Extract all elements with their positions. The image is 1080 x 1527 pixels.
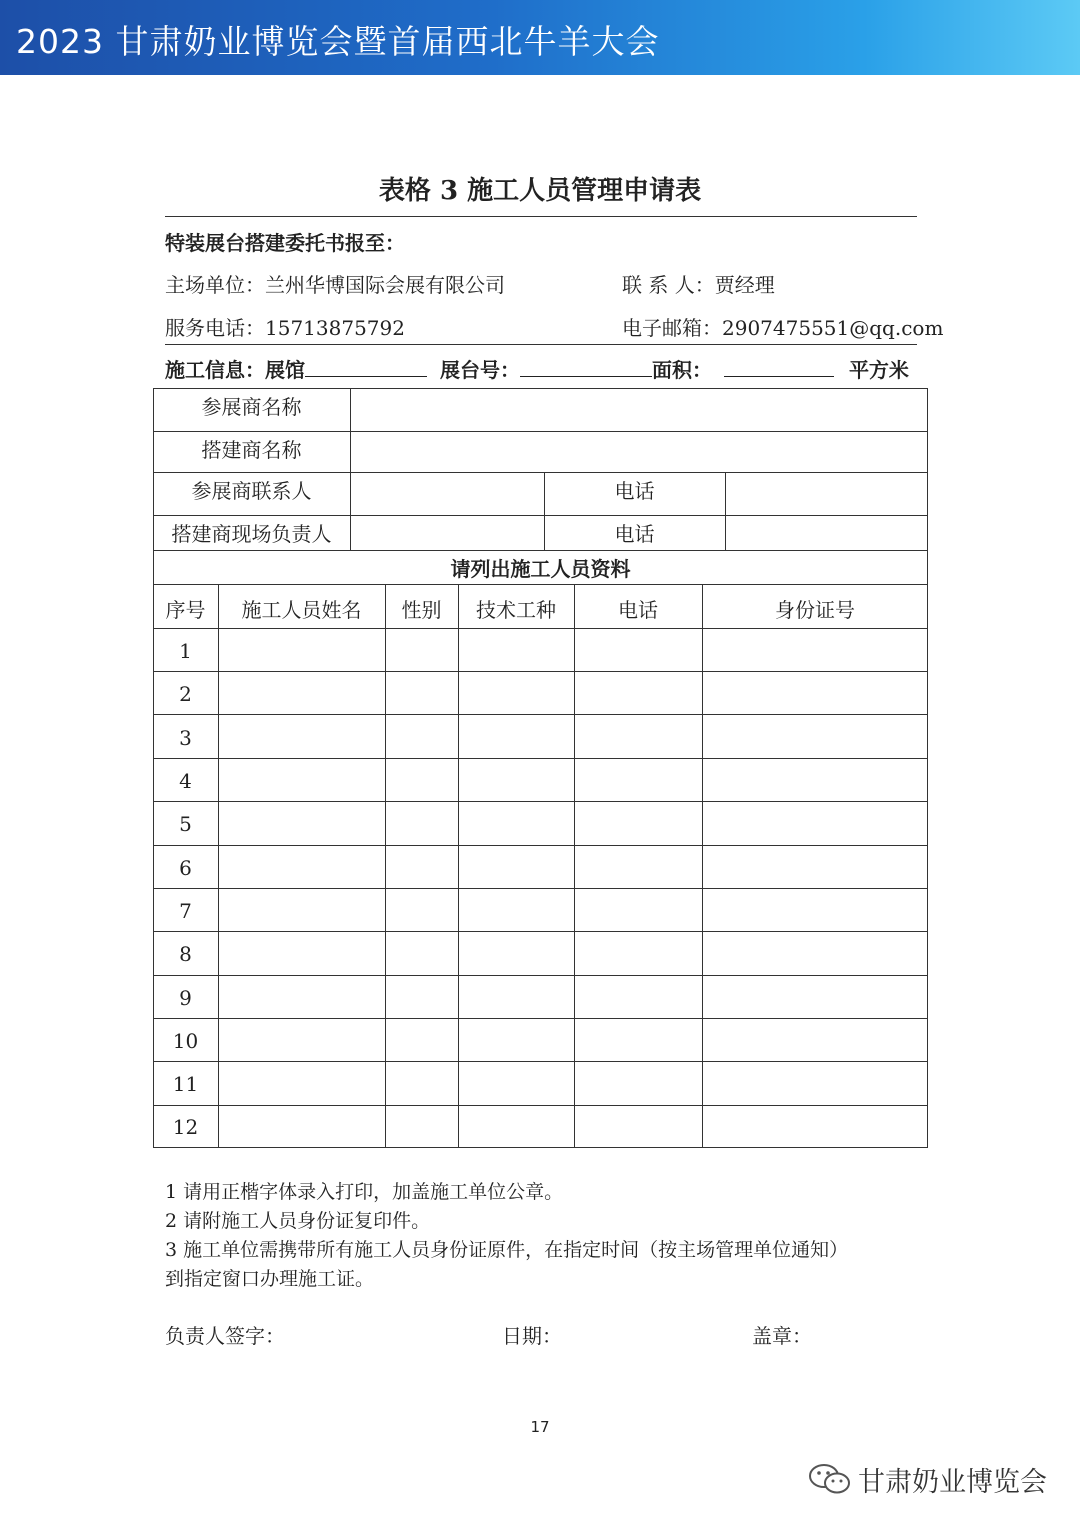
wechat-icon xyxy=(808,1462,852,1496)
builder-phone-field[interactable] xyxy=(726,516,927,550)
builder-name-field[interactable] xyxy=(351,432,927,472)
title-divider xyxy=(165,216,917,217)
table-row-index: 11 xyxy=(172,1072,199,1096)
note-line: 到指定窗口办理施工证。 xyxy=(165,1268,375,1290)
exhibitor-name-field[interactable] xyxy=(351,388,927,431)
table-row-index: 3 xyxy=(179,726,192,750)
hall-label: 施工信息：展馆 xyxy=(165,358,305,382)
exhibitor-phone-label: 电话 xyxy=(614,479,655,503)
builder-phone-label: 电话 xyxy=(614,522,655,546)
table-row-index: 5 xyxy=(179,812,192,836)
service-phone: 服务电话：15713875792 xyxy=(165,316,405,340)
table-row-index: 9 xyxy=(179,986,192,1010)
watermark-text: 甘肃奶业博览会 xyxy=(858,1467,1047,1498)
notes xyxy=(165,1178,848,1294)
submit-to-label: 特装展台搭建委托书报至： xyxy=(165,231,405,255)
table-row-index: 4 xyxy=(179,769,192,793)
col-header-trade: 技术工种 xyxy=(476,598,556,622)
note-line: 3 施工单位需携带所有施工人员身份证原件，在指定时间（按主场管理单位通知） xyxy=(165,1239,849,1261)
table-row-index: 7 xyxy=(179,899,192,923)
builder-manager-field[interactable] xyxy=(351,516,544,550)
col-header-index: 序号 xyxy=(165,598,206,622)
note-line: 1 请用正楷字体录入打印，加盖施工单位公章。 xyxy=(165,1181,564,1203)
builder-name-label: 搭建商名称 xyxy=(201,438,302,462)
table-row-index: 8 xyxy=(179,942,192,966)
area-label: 面积： xyxy=(651,358,712,382)
email: 电子邮箱：2907475551@qq.com xyxy=(622,316,944,340)
booth-label: 展台号： xyxy=(439,358,520,382)
exhibitor-contact-field[interactable] xyxy=(351,473,544,515)
watermark xyxy=(808,1458,1058,1498)
area-unit: 平方米 xyxy=(848,358,909,382)
table-row-index: 1 xyxy=(179,639,192,663)
note-line: 2 请附施工人员身份证复印件。 xyxy=(165,1210,431,1232)
booth-field[interactable] xyxy=(520,356,652,377)
col-header-id: 身份证号 xyxy=(775,598,855,622)
hall-field[interactable] xyxy=(305,356,427,377)
exhibitor-name-label: 参展商名称 xyxy=(201,395,302,419)
exhibitor-phone-field[interactable] xyxy=(726,473,927,515)
exhibitor-contact-label: 参展商联系人 xyxy=(191,479,312,503)
signer-label: 负责人签字： xyxy=(165,1324,285,1348)
personnel-table xyxy=(153,388,928,1148)
section-title: 请列出施工人员资料 xyxy=(450,557,631,581)
col-header-phone: 电话 xyxy=(618,598,658,622)
table-row-index: 12 xyxy=(172,1115,199,1139)
form-title: 表格 3 施工人员管理申请表 xyxy=(378,176,702,206)
col-header-gender: 性别 xyxy=(401,598,442,622)
table-row-index: 10 xyxy=(172,1029,199,1053)
area-field[interactable] xyxy=(724,356,834,377)
table-row-index: 2 xyxy=(179,682,192,706)
table-row-index: 6 xyxy=(179,856,192,880)
stamp-label: 盖章： xyxy=(752,1324,812,1348)
date-label: 日期： xyxy=(502,1324,562,1348)
construction-info-row xyxy=(165,354,909,383)
page-number: 17 xyxy=(530,1418,550,1436)
banner-title: 2023 甘肃奶业博览会暨首届西北牛羊大会 xyxy=(16,22,660,61)
contact-person: 联 系 人：贾经理 xyxy=(622,273,775,297)
col-header-name: 施工人员姓名 xyxy=(241,598,362,622)
builder-manager-label: 搭建商现场负责人 xyxy=(171,522,332,546)
host-unit: 主场单位：兰州华博国际会展有限公司 xyxy=(165,273,505,297)
info-divider xyxy=(165,344,917,345)
header-banner xyxy=(0,0,1080,75)
